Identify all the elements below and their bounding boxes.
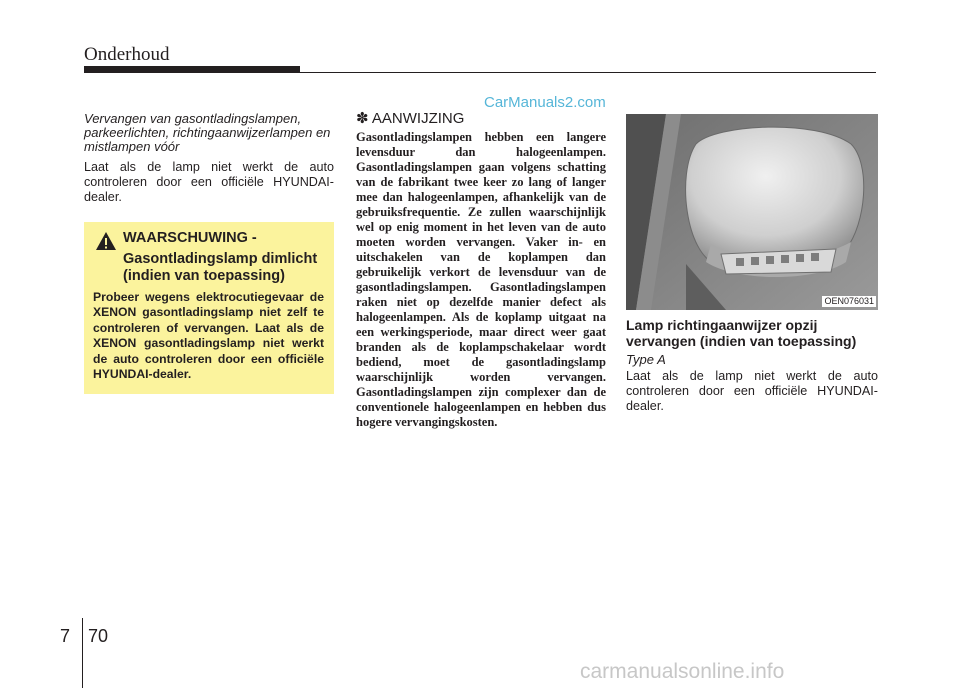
warning-header — [93, 230, 324, 251]
warning-body: Probeer wegens elektrocutiegevaar de XENON gasontladingslamp niet zelf te controleren of vervangen. Laat als de XENON gasontladingslamp niet werkt de auto controleren door een officiële HYUNDAI-dealer. — [93, 290, 324, 382]
warning-triangle-icon — [95, 231, 117, 251]
section-subtitle: Vervangen van gasontladingslampen, parkeerlichten, richtingaanwijzerlampen en mistlampen vóór — [84, 111, 331, 154]
note-heading — [356, 110, 606, 127]
page-number: 70 — [88, 626, 109, 646]
note-symbol-icon: ✽ — [356, 110, 369, 127]
note-heading-label: AANWIJZING — [371, 110, 465, 127]
side-mirror-image — [626, 114, 878, 310]
note-body: Gasontladingslampen hebben een langere levensduur dan halogeenlampen. Gasontladingslampen gaan volgens schatting van de fabrikant twee keer zo lang of langer mee dan halogeenlampen, afhankelijk van de gebruiksfrequentie. Ze zullen waarschijnlijk wel op enig moment in het leven van de auto moeten worden vervangen. Vaker in- en uitschakelen van de koplampen dan gebruikelijk verkort de levensduur van de gasontladingslampen. Gasontladingslampen raken niet op dezelfde manier defect als halogeenlampen. Als de koplamp uitgaat na een werkingsperiode, maar direct weer gaat branden als de koplampschakelaar wordt bediend, moet de gasontladingslamp waarschijnlijk worden vervangen. Gasontladingslampen zijn complexer dan de conventionele halogeenlampen en hebben dus hogere vervangingskosten. — [356, 130, 606, 429]
chapter-number: 7 — [60, 626, 71, 646]
page-header-title: Onderhoud — [84, 44, 170, 65]
mirror-photo — [626, 114, 878, 310]
warning-subtitle: Gasontladingslamp dimlicht (indien van toepassing) — [123, 251, 318, 284]
warning-box — [84, 222, 334, 394]
side-indicator-body: Laat als de lamp niet werkt de auto controleren door een officiële HYUNDAI-dealer. — [626, 369, 878, 413]
watermark-bottom: carmanualsonline.info — [580, 660, 785, 683]
type-label: Type A — [626, 352, 666, 367]
footer-divider — [82, 618, 83, 688]
column-middle — [356, 110, 606, 430]
section-body: Laat als de lamp niet werkt de auto controleren door een officiële HYUNDAI-dealer. — [84, 160, 334, 204]
warning-title: WAARSCHUWING - — [123, 230, 257, 246]
figure-code: OEN076031 — [824, 296, 874, 306]
section-title-side-indicator: Lamp richtingaanwijzer opzij vervangen (indien van toepassing) — [626, 317, 857, 349]
column-left — [84, 112, 334, 205]
watermark-top: CarManuals2.com — [484, 94, 606, 111]
header-rule — [84, 72, 876, 73]
